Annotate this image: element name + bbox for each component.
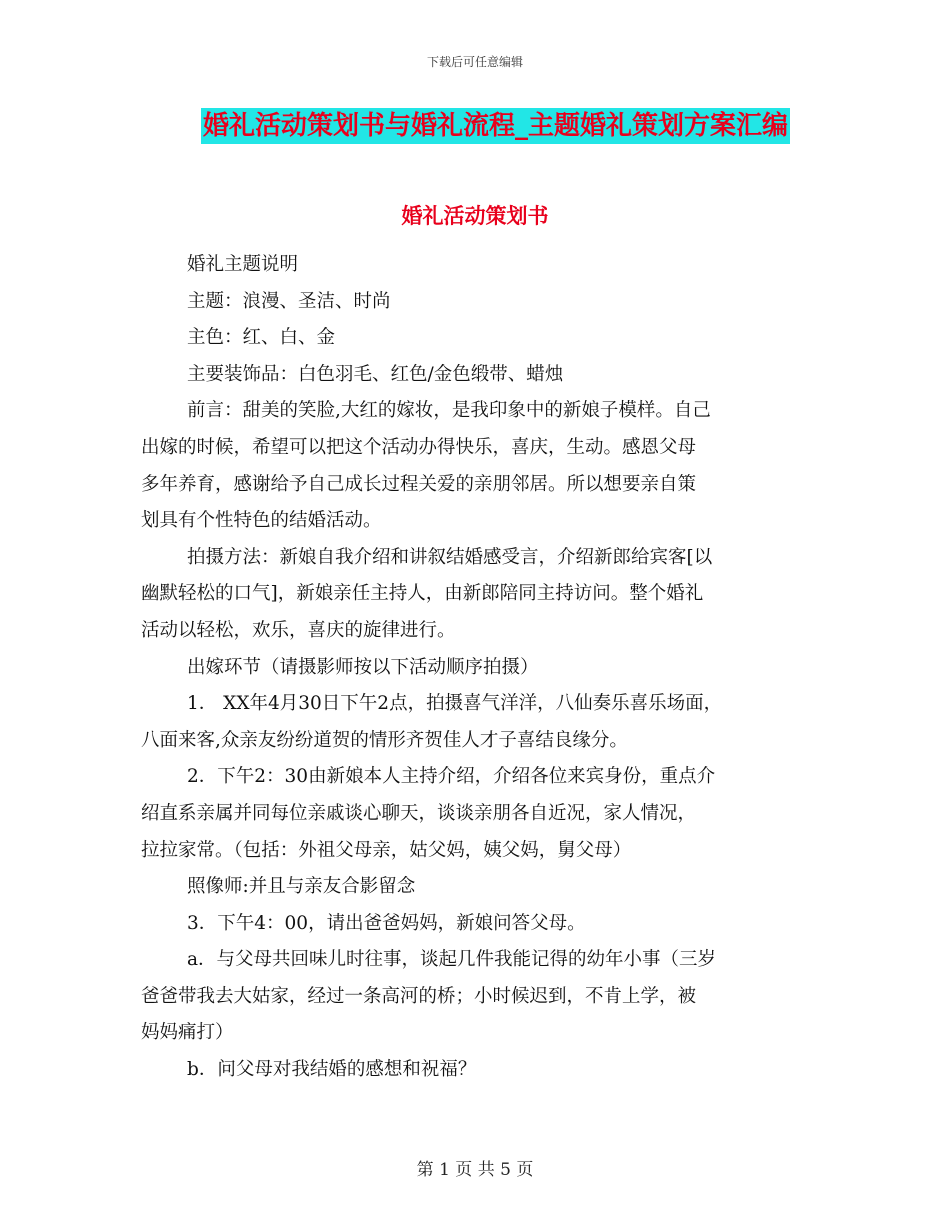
body-line: 主色：红、白、金 <box>187 327 336 349</box>
body-line: 3．下午4：00，请出爸爸妈妈，新娘问答父母。 <box>187 912 586 934</box>
document-title: 婚礼活动策划书与婚礼流程_主题婚礼策划方案汇编 <box>201 108 790 144</box>
body-line: 多年养育，感谢给予自己成长过程关爱的亲朋邻居。所以想要亲自策 <box>141 473 697 495</box>
body-line: 活动以轻松，欢乐，喜庆的旋律进行。 <box>141 619 456 641</box>
body-line: 划具有个性特色的结婚活动。 <box>141 510 382 532</box>
section-title: 婚礼活动策划书 <box>401 203 549 228</box>
body-line: 2．下午2：30由新娘本人主持介绍，介绍各位来宾身份，重点介 <box>187 766 716 788</box>
body-line: 拉拉家常。（包括：外祖父母亲，姑父妈，姨父妈，舅父母） <box>141 839 632 861</box>
body-line: 出嫁环节（请摄影师按以下活动顺序拍摄） <box>187 656 539 678</box>
body-line: 1． XX年4月30日下午2点，拍摄喜气洋洋，八仙奏乐喜乐场面， <box>187 693 723 715</box>
page-footer: 第 1 页 共 5 页 <box>416 1160 534 1180</box>
body-line: b．问父母对我结婚的感想和祝福？ <box>187 1059 477 1081</box>
body-line: 婚礼主题说明 <box>187 254 299 275</box>
body-line: 拍摄方法：新娘自我介绍和讲叙结婚感受言，介绍新郎给宾客[以 <box>187 546 713 568</box>
body-line: 妈妈痛打） <box>141 1022 234 1044</box>
document-body <box>141 247 811 1089</box>
body-line: 照像师:并且与亲友合影留念 <box>187 876 416 898</box>
body-line: 主要装饰品：白色羽毛、红色/金色缎带、蜡烛 <box>187 363 564 385</box>
body-line: 爸爸带我去大姑家，经过一条高河的桥；小时候迟到，不肯上学，被 <box>141 985 697 1007</box>
body-line: a．与父母共回味儿时往事，谈起几件我能记得的幼年小事（三岁 <box>187 949 717 971</box>
body-line: 前言：甜美的笑脸,大红的嫁妆，是我印象中的新娘子模样。自己 <box>187 400 711 422</box>
body-line: 主题：浪漫、圣洁、时尚 <box>187 290 391 312</box>
body-line: 绍直系亲属并同每位亲戚谈心聊天，谈谈亲朋各自近况，家人情况， <box>141 802 697 824</box>
body-line: 出嫁的时候，希望可以把这个活动办得快乐，喜庆，生动。感恩父母 <box>141 436 697 458</box>
body-line: 幽默轻松的口气]，新娘亲任主持人，由新郎陪同主持访问。整个婚礼 <box>141 583 704 605</box>
body-line: 八面来客,众亲友纷纷道贺的情形齐贺佳人才子喜结良缘分。 <box>141 729 628 751</box>
header-note: 下载后可任意编辑 <box>426 55 523 69</box>
